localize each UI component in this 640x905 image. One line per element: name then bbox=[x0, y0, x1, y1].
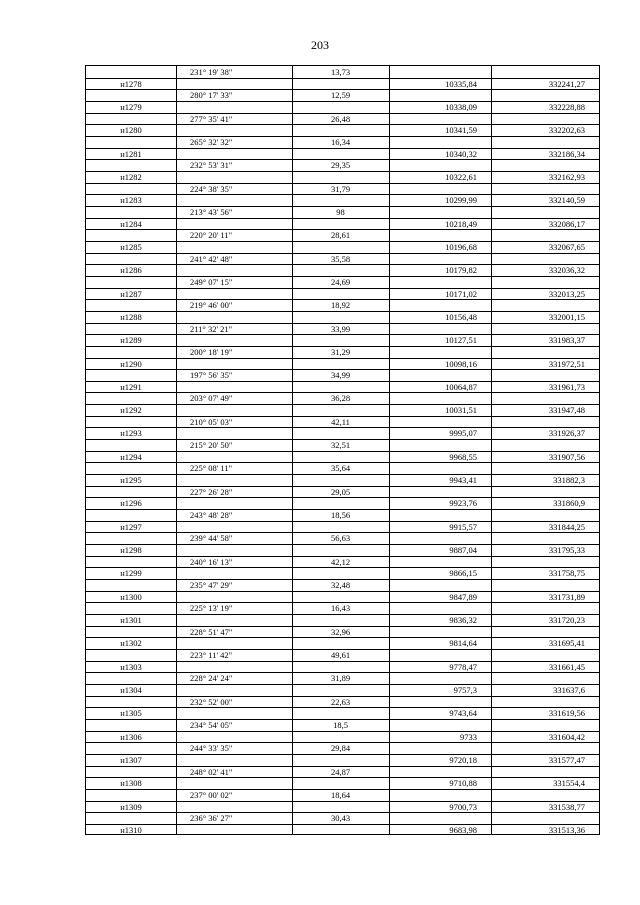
coordinates-table bbox=[85, 65, 600, 835]
point-name: н1279 bbox=[120, 101, 142, 112]
point-name: н1308 bbox=[120, 778, 142, 789]
segment-angle: 228° 51' 47" bbox=[190, 626, 233, 637]
coord-x: 10322,61 bbox=[445, 171, 477, 182]
coord-y: 331513,36 bbox=[548, 824, 585, 835]
segment-angle: 243° 48' 28" bbox=[190, 510, 233, 521]
coord-x: 9943,41 bbox=[449, 475, 477, 486]
point-name: н1287 bbox=[120, 288, 142, 299]
point-name: н1299 bbox=[120, 568, 142, 579]
point-name: н1285 bbox=[120, 241, 142, 252]
point-name: н1304 bbox=[120, 684, 142, 695]
coord-y: 332086,17 bbox=[548, 218, 585, 229]
coord-x: 9683,98 bbox=[449, 824, 477, 835]
segment-distance: 32,51 bbox=[330, 440, 351, 451]
segment-distance: 31,29 bbox=[330, 346, 351, 357]
segment-angle: 215° 20' 50" bbox=[190, 440, 233, 451]
coord-x: 9743,64 bbox=[449, 708, 477, 719]
segment-angle: 232° 53' 31" bbox=[190, 160, 233, 171]
point-name: н1303 bbox=[120, 661, 142, 672]
coord-x: 9847,89 bbox=[449, 591, 477, 602]
point-name: н1306 bbox=[120, 731, 142, 742]
segment-angle: 234° 54' 05" bbox=[190, 719, 233, 730]
segment-angle: 249° 07' 15" bbox=[190, 276, 233, 287]
coord-y: 331637,6 bbox=[553, 684, 585, 695]
coord-x: 10340,32 bbox=[445, 148, 477, 159]
segment-angle: 225° 08' 11" bbox=[190, 463, 233, 474]
point-name: н1281 bbox=[120, 148, 142, 159]
coord-y: 332013,25 bbox=[548, 288, 585, 299]
segment-angle: 241° 42' 48" bbox=[190, 253, 233, 264]
point-name: н1297 bbox=[120, 521, 142, 532]
point-name: н1283 bbox=[120, 195, 142, 206]
segment-angle: 240° 16' 13" bbox=[190, 556, 233, 567]
segment-angle: 197° 56' 35" bbox=[190, 370, 233, 381]
coord-x: 10064,87 bbox=[445, 381, 477, 392]
coord-x: 10196,68 bbox=[445, 241, 477, 252]
segment-angle: 228° 24' 24" bbox=[190, 673, 233, 684]
coord-x: 10031,51 bbox=[445, 405, 477, 416]
point-name: н1290 bbox=[120, 358, 142, 369]
coord-x: 9720,18 bbox=[449, 754, 477, 765]
coord-y: 332202,63 bbox=[548, 125, 585, 136]
coord-y: 332067,65 bbox=[548, 241, 585, 252]
coord-y: 332228,88 bbox=[548, 101, 585, 112]
page-number: 203 bbox=[311, 38, 329, 52]
coord-y: 331695,41 bbox=[548, 638, 585, 649]
point-name: н1289 bbox=[120, 335, 142, 346]
segment-distance: 32,48 bbox=[330, 580, 351, 591]
coord-y: 331907,56 bbox=[548, 451, 585, 462]
coord-x: 9733 bbox=[460, 731, 477, 742]
coord-y: 332036,32 bbox=[548, 265, 585, 276]
point-name: н1288 bbox=[120, 311, 142, 322]
segment-distance: 22,63 bbox=[330, 696, 351, 707]
segment-distance: 31,79 bbox=[330, 183, 351, 194]
coord-x: 9700,73 bbox=[449, 801, 477, 812]
coord-x: 10127,51 bbox=[445, 335, 477, 346]
segment-distance: 33,99 bbox=[330, 323, 351, 334]
point-name: н1301 bbox=[120, 615, 142, 626]
point-name: н1310 bbox=[120, 824, 142, 835]
coord-y: 331720,23 bbox=[548, 615, 585, 626]
point-name: н1295 bbox=[120, 475, 142, 486]
coord-x: 9968,55 bbox=[449, 451, 477, 462]
segment-angle: 211° 32' 21" bbox=[190, 323, 233, 334]
coord-x: 10335,84 bbox=[445, 78, 477, 89]
coord-y: 332186,34 bbox=[548, 148, 585, 159]
segment-distance: 34,99 bbox=[330, 370, 351, 381]
coord-y: 331619,56 bbox=[548, 708, 585, 719]
segment-distance: 35,64 bbox=[330, 463, 351, 474]
segment-angle: 265° 32' 32" bbox=[190, 136, 233, 147]
coord-x: 9995,07 bbox=[449, 428, 477, 439]
coord-y: 331983,37 bbox=[548, 335, 585, 346]
coord-x: 9757,3 bbox=[453, 684, 477, 695]
segment-angle: 231° 19' 38" bbox=[190, 67, 233, 77]
segment-angle: 277° 35' 41" bbox=[190, 113, 233, 124]
segment-distance: 13,73 bbox=[330, 67, 351, 77]
coord-x: 9923,76 bbox=[449, 498, 477, 509]
point-name: н1309 bbox=[120, 801, 142, 812]
segment-distance: 56,63 bbox=[330, 533, 351, 544]
coord-y: 331795,33 bbox=[548, 545, 585, 556]
segment-angle: 248° 02' 41" bbox=[190, 766, 233, 777]
segment-distance: 29,35 bbox=[330, 160, 351, 171]
segment-angle: 236° 36' 27" bbox=[190, 813, 233, 824]
segment-distance: 24,87 bbox=[330, 766, 351, 777]
coord-x: 10341,59 bbox=[445, 125, 477, 136]
coord-y: 332001,15 bbox=[548, 311, 585, 322]
coord-y: 331882,3 bbox=[553, 475, 585, 486]
coord-x: 9710,88 bbox=[449, 778, 477, 789]
segment-distance: 18,64 bbox=[330, 789, 351, 800]
coord-x: 9866,15 bbox=[449, 568, 477, 579]
point-name: н1292 bbox=[120, 405, 142, 416]
segment-distance: 42,11 bbox=[331, 416, 350, 427]
point-name: н1282 bbox=[120, 171, 142, 182]
segment-distance: 36,28 bbox=[330, 393, 351, 404]
segment-distance: 49,61 bbox=[330, 650, 351, 660]
point-name: н1296 bbox=[120, 498, 142, 509]
segment-distance: 35,58 bbox=[330, 253, 351, 264]
segment-distance: 98 bbox=[336, 206, 345, 217]
point-name: н1293 bbox=[120, 428, 142, 439]
segment-distance: 31,89 bbox=[330, 673, 351, 684]
segment-distance: 18,56 bbox=[330, 510, 351, 521]
segment-distance: 26,48 bbox=[330, 113, 351, 124]
coord-y: 331554,4 bbox=[553, 778, 585, 789]
segment-angle: 224° 38' 35" bbox=[190, 183, 233, 194]
segment-angle: 213° 43' 56" bbox=[190, 206, 233, 217]
segment-distance: 18,92 bbox=[330, 300, 351, 311]
coord-x: 9778,47 bbox=[449, 661, 477, 672]
point-name: н1284 bbox=[120, 218, 142, 229]
coord-x: 10299,99 bbox=[445, 195, 477, 206]
segment-distance: 32,96 bbox=[330, 626, 351, 637]
coord-x: 9814,64 bbox=[449, 638, 477, 649]
point-name: н1278 bbox=[120, 78, 142, 89]
point-name: н1305 bbox=[120, 708, 142, 719]
segment-distance: 30,43 bbox=[330, 813, 351, 824]
segment-angle: 220° 20' 11" bbox=[190, 230, 233, 241]
segment-angle: 232° 52' 00" bbox=[190, 696, 233, 707]
coord-y: 331860,9 bbox=[553, 498, 585, 509]
segment-distance: 42,12 bbox=[330, 556, 351, 567]
point-name: н1298 bbox=[120, 545, 142, 556]
segment-angle: 200° 18' 19" bbox=[190, 346, 233, 357]
point-name: н1294 bbox=[120, 451, 142, 462]
coord-y: 331961,73 bbox=[548, 381, 585, 392]
point-name: н1307 bbox=[120, 754, 142, 765]
segment-angle: 237° 00' 02" bbox=[190, 789, 233, 800]
segment-angle: 244° 33' 35" bbox=[190, 743, 233, 754]
segment-angle: 225° 13' 19" bbox=[190, 603, 233, 614]
segment-angle: 280° 17' 33" bbox=[190, 90, 233, 101]
coord-y: 331731,89 bbox=[548, 591, 585, 602]
segment-angle: 235° 47' 29" bbox=[190, 580, 233, 591]
coord-y: 331577,47 bbox=[548, 754, 585, 765]
point-name: н1286 bbox=[120, 265, 142, 276]
point-name: н1300 bbox=[120, 591, 142, 602]
coord-x: 9915,57 bbox=[449, 521, 477, 532]
coord-y: 332140,59 bbox=[548, 195, 585, 206]
segment-angle: 239° 44' 58" bbox=[190, 533, 233, 544]
coord-x: 10098,16 bbox=[445, 358, 477, 369]
segment-distance: 29,84 bbox=[330, 743, 351, 754]
coord-y: 331538,77 bbox=[548, 801, 585, 812]
coord-y: 331661,45 bbox=[548, 661, 585, 672]
coord-x: 9887,04 bbox=[449, 545, 477, 556]
coord-y: 331604,42 bbox=[548, 731, 585, 742]
segment-angle: 219° 46' 00" bbox=[190, 300, 233, 311]
coord-x: 10338,09 bbox=[445, 101, 477, 112]
segment-angle: 227° 26' 28" bbox=[190, 486, 233, 497]
coord-y: 331844,25 bbox=[548, 521, 585, 532]
segment-distance: 28,61 bbox=[330, 230, 351, 241]
point-name: н1291 bbox=[120, 381, 142, 392]
coord-x: 10171,02 bbox=[445, 288, 477, 299]
coord-x: 10156,48 bbox=[445, 311, 477, 322]
coord-x: 9836,32 bbox=[449, 615, 477, 626]
coord-y: 331758,75 bbox=[548, 568, 585, 579]
segment-distance: 29,05 bbox=[330, 486, 351, 497]
segment-distance: 16,34 bbox=[330, 136, 351, 147]
segment-distance: 16,43 bbox=[330, 603, 351, 614]
coord-y: 331926,37 bbox=[548, 428, 585, 439]
segment-angle: 210° 05' 03" bbox=[190, 416, 233, 427]
coord-y: 331972,51 bbox=[548, 358, 585, 369]
segment-angle: 223° 11' 42" bbox=[190, 650, 233, 660]
coord-x: 10179,82 bbox=[445, 265, 477, 276]
segment-distance: 18,5 bbox=[333, 719, 348, 730]
coord-y: 332241,27 bbox=[548, 78, 585, 89]
point-name: н1302 bbox=[120, 638, 142, 649]
coord-y: 331947,48 bbox=[548, 405, 585, 416]
segment-distance: 24,69 bbox=[330, 276, 351, 287]
segment-distance: 12,59 bbox=[330, 90, 351, 101]
coord-y: 332162,93 bbox=[548, 171, 585, 182]
point-name: н1280 bbox=[120, 125, 142, 136]
segment-angle: 203° 07' 49" bbox=[190, 393, 233, 404]
coord-x: 10218,49 bbox=[445, 218, 477, 229]
